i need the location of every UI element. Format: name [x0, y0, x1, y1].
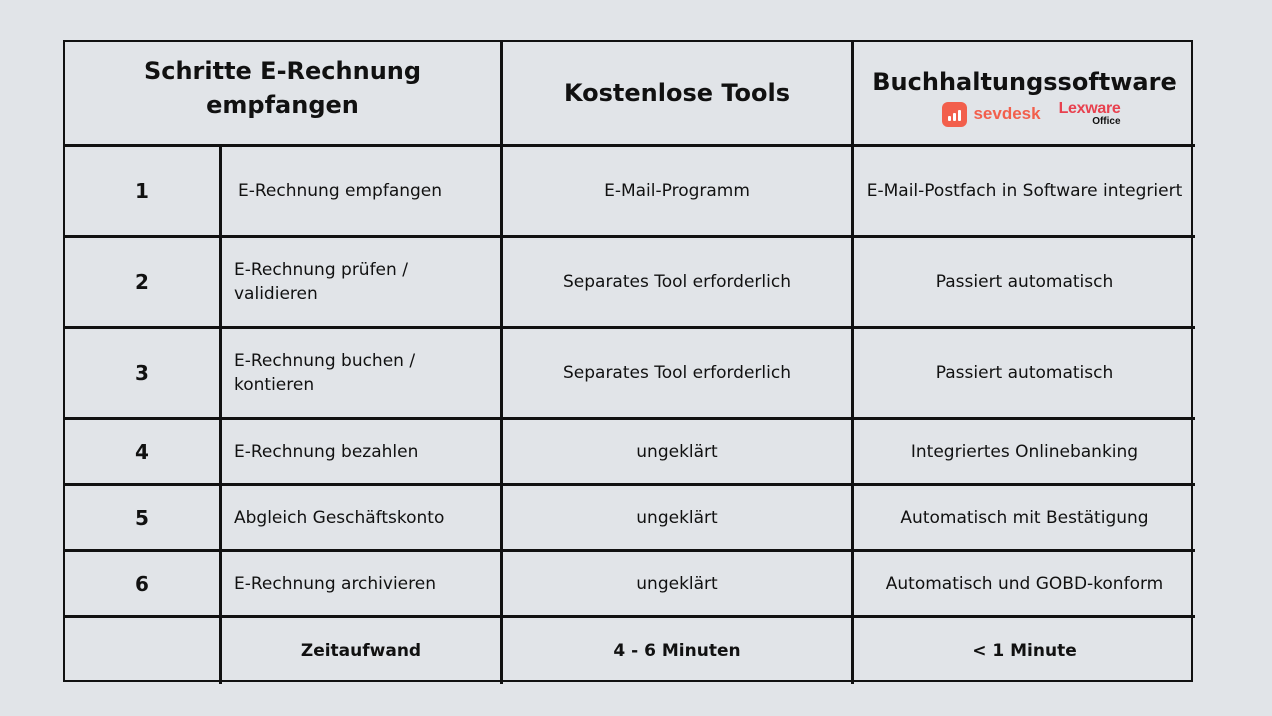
- footer-free-tools-time: 4 - 6 Minuten: [503, 618, 854, 684]
- step-label-5: [222, 486, 503, 552]
- step-number-3: 3: [65, 329, 222, 420]
- lexware-office-logo: [1059, 101, 1121, 127]
- software-value-6: Automatisch und GOBD-konform: [854, 552, 1195, 618]
- step-label-1: [222, 147, 503, 238]
- step-number-4: 4: [65, 420, 222, 486]
- step-label-text: E-Rechnung empfangen: [238, 181, 443, 201]
- lexware-wordmark: Lexware: [1058, 100, 1121, 117]
- header-free-tools-cell: [503, 42, 854, 147]
- step-label-text: E-Rechnung bezahlen: [234, 441, 419, 462]
- software-value-3: Passiert automatisch: [854, 329, 1195, 420]
- step-label-2: [222, 238, 503, 329]
- step-number-5: 5: [65, 486, 222, 552]
- step-number-6: 6: [65, 552, 222, 618]
- free-tools-value-1: E-Mail-Programm: [503, 147, 854, 238]
- step-number-1: 1: [65, 147, 222, 238]
- footer-empty-cell: [65, 618, 222, 684]
- free-tools-value-2: Separates Tool erforderlich: [503, 238, 854, 329]
- step-label-4: [222, 420, 503, 486]
- software-value-5: Automatisch mit Bestätigung: [854, 486, 1195, 552]
- footer-time-label: Zeitaufwand: [222, 618, 503, 684]
- software-logos: [942, 101, 1120, 127]
- software-value-2: Passiert automatisch: [854, 238, 1195, 329]
- step-label-text: E-Rechnung buchen / kontieren: [234, 351, 416, 395]
- software-value-1: E-Mail-Postfach in Software integriert: [854, 147, 1195, 238]
- sevdesk-bar-chart-icon: [942, 102, 967, 127]
- free-tools-value-4: ungeklärt: [503, 420, 854, 486]
- sevdesk-logo: [942, 102, 1040, 127]
- comparison-table: [63, 40, 1193, 682]
- software-value-4: Integriertes Onlinebanking: [854, 420, 1195, 486]
- lexware-office-label: Office: [1092, 116, 1121, 127]
- step-label-text: Abgleich Geschäftskonto: [234, 507, 445, 528]
- free-tools-value-6: ungeklärt: [503, 552, 854, 618]
- sevdesk-wordmark: sevdesk: [973, 104, 1041, 123]
- free-tools-value-5: ungeklärt: [503, 486, 854, 552]
- header-software-title: Buchhaltungssoftware: [872, 68, 1177, 96]
- header-steps-cell: [65, 42, 503, 147]
- footer-software-time: < 1 Minute: [972, 641, 1077, 661]
- step-label-text: E-Rechnung archivieren: [234, 573, 436, 594]
- header-free-tools-title: Kostenlose Tools: [563, 79, 791, 107]
- step-number-2: 2: [65, 238, 222, 329]
- step-label-3: [222, 329, 503, 420]
- header-software-cell: [854, 42, 1195, 147]
- header-steps-title: Schritte E-Rechnung empfangen: [143, 57, 422, 119]
- free-tools-value-3: Separates Tool erforderlich: [503, 329, 854, 420]
- step-label-text: E-Rechnung prüfen / validieren: [234, 260, 408, 304]
- step-label-6: [222, 552, 503, 618]
